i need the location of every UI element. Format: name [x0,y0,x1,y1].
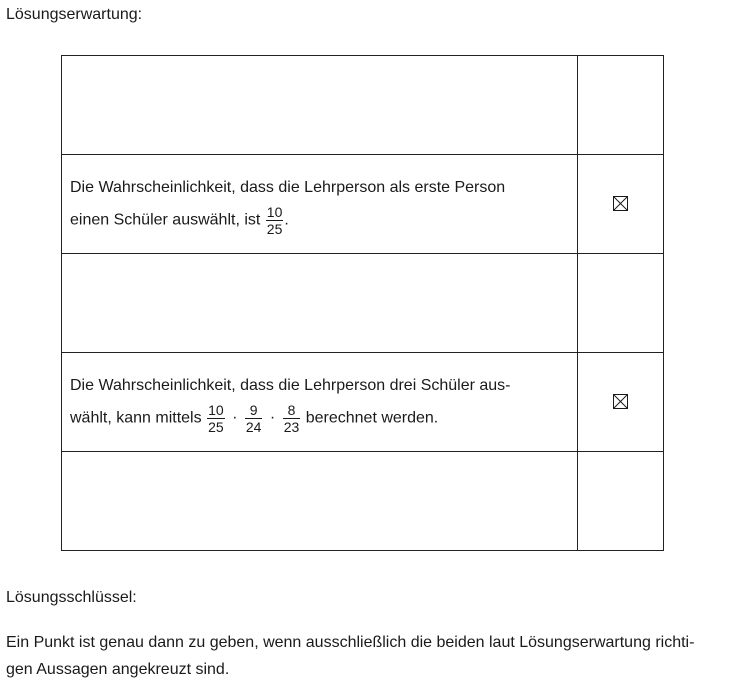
fraction [245,402,263,435]
solution-expectation-heading: Lösungserwartung: [6,6,143,23]
fraction-denominator: 25 [266,220,283,237]
statement-cell-1 [62,56,578,155]
statement-2-line-2-suffix: . [284,211,289,229]
solution-key-heading: Lösungsschlüssel: [6,589,137,606]
checked-box-icon[interactable] [613,394,628,409]
fraction-numerator: 10 [208,401,224,418]
statement-cell-3 [62,254,578,353]
statement-cell-4 [62,353,578,452]
table-row [62,254,664,353]
table-row [62,452,664,551]
fraction-denominator: 23 [283,418,300,435]
mark-cell-3 [578,254,664,353]
table-row [62,353,664,452]
mark-cell-4 [578,353,664,452]
statement-4-line-2-prefix: wählt, kann mittels [70,409,202,427]
mark-cell-5 [578,452,664,551]
statement-cell-2 [62,155,578,254]
mark-cell-1 [578,56,664,155]
fraction-numerator: 9 [245,402,263,419]
multiply-operator: · [232,409,238,426]
table-row [62,155,664,254]
multiply-operator: · [269,409,276,426]
solution-key-line-1: Ein Punkt ist genau dann zu geben, wenn ausschließlich die beiden laut Lösungserwartung richti- [6,634,695,651]
checked-box-icon[interactable] [613,196,628,211]
mark-cell-2 [578,155,664,254]
fraction [283,402,301,435]
fraction [266,204,284,237]
solution-key-line-2: gen Aussagen angekreuzt sind. [6,661,230,678]
statement-2-line-1: Die Wahrscheinlichkeit, dass die Lehrperson als erste Person [70,178,506,196]
table-row [62,56,664,155]
statement-4-line-1: Die Wahrscheinlichkeit, dass die Lehrperson drei Schüler aus- [70,376,511,394]
statement-2-line-2-prefix: einen Schüler auswählt, ist [70,211,261,229]
fraction [207,402,225,435]
solution-key-text [6,629,741,683]
fraction-denominator: 24 [245,418,262,435]
answer-table [61,55,664,551]
statement-cell-5 [62,452,578,551]
statement-4-line-2-suffix: berechnet werden. [305,409,439,427]
fraction-numerator: 8 [283,402,301,419]
fraction-numerator: 10 [266,203,283,220]
fraction-denominator: 25 [208,418,224,435]
